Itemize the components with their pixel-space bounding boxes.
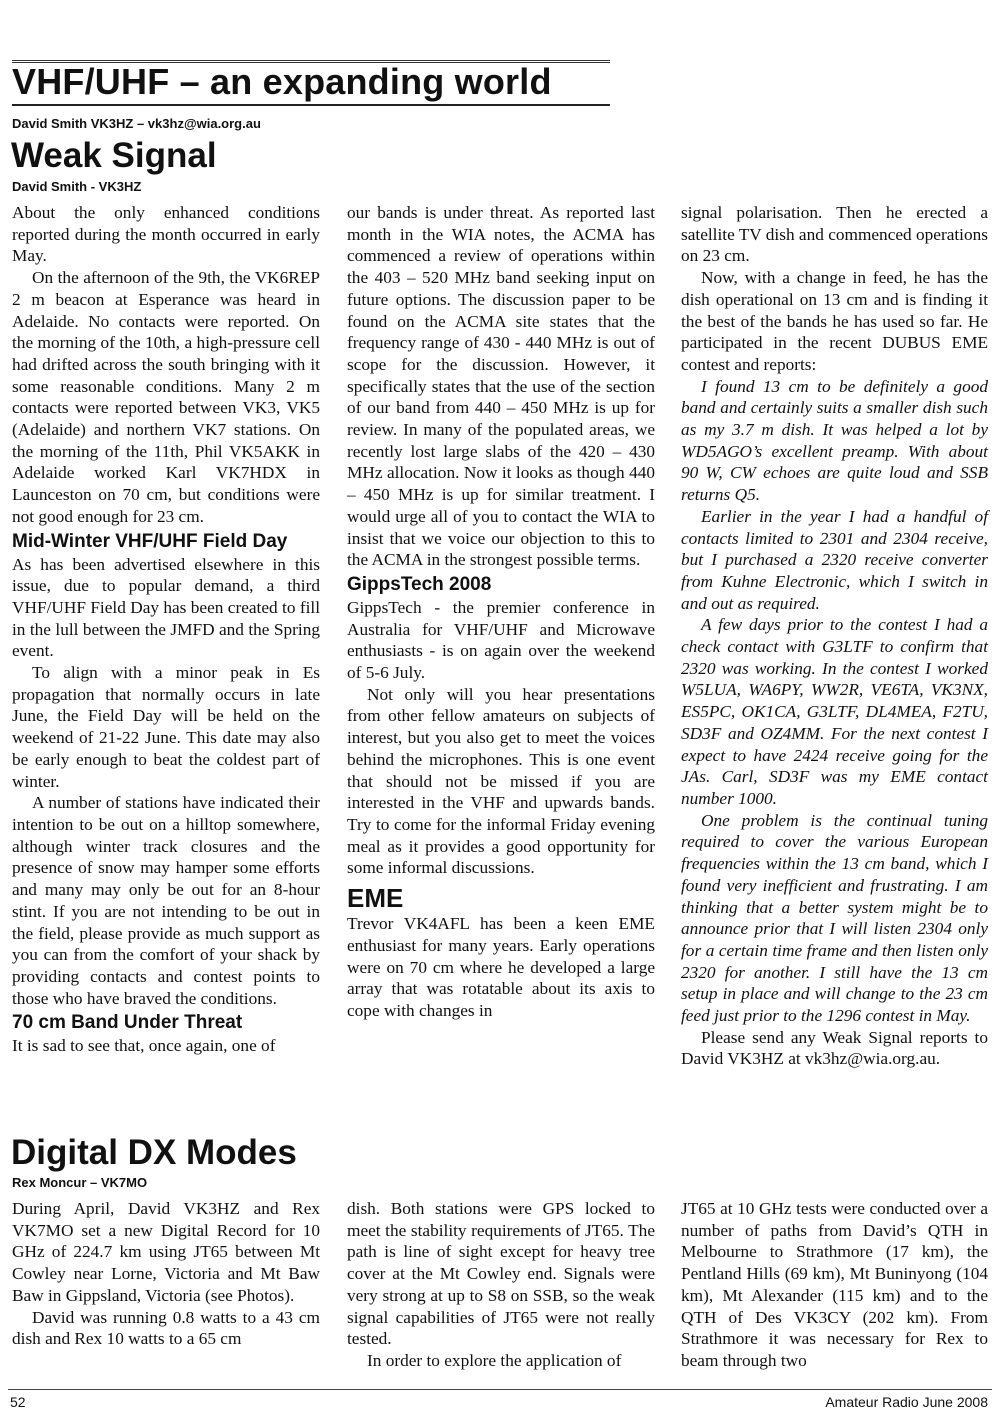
column-byline: David Smith VK3HZ – vk3hz@wia.org.au	[12, 116, 261, 131]
paragraph: GippsTech - the premier conference in Australia for VHF/UHF and Microwave enthusiasts - is on again over the weekend of 5-6 July.	[347, 597, 655, 683]
paragraph: It is sad to see that, once again, one of	[12, 1036, 276, 1056]
paragraph: About the only enhanced conditions reported during the month occurred in early May.	[12, 203, 320, 266]
publication-footer: Amateur Radio June 2008	[825, 1394, 988, 1410]
paragraph: signal polarisation. Then he erected a satellite TV dish and commenced operations on 23 cm.	[681, 203, 988, 266]
footer-rule	[8, 1389, 992, 1390]
quote-paragraph: A few days prior to the contest I had a check contact with G3LTF to confirm that 2320 was working. In the contest I worked W5LUA, WA6PY, WW2R, VE6TA, VK3NX, ES5PC, OK1CA, G3LTF, DL4MEA, F2TU, SD3F and OZ4MM. For the next contest I expect to have 2424 receive going for the JAs. Carl, SD3F was my EME contact number 1000.	[681, 615, 988, 808]
digital-dx-column-1	[12, 1198, 320, 1350]
weak-signal-title: Weak Signal	[11, 136, 217, 175]
field-day-heading: Mid-Winter VHF/UHF Field Day	[12, 530, 288, 552]
column-banner-title: VHF/UHF – an expanding world	[12, 61, 552, 102]
paragraph: JT65 at 10 GHz tests were conducted over a number of paths from David’s QTH in Melbourne to Strathmore (17 km), the Pentland Hills (69 km), Mt Buninyong (104 km), Mt Alexander (115 km) and to the QTH of Des VK3CY (202 km). From Strathmore it was necessary for Rex to beam through two	[681, 1199, 988, 1370]
weak-signal-byline: David Smith - VK3HZ	[12, 179, 142, 194]
digital-dx-column-2	[347, 1198, 655, 1372]
digital-dx-byline: Rex Moncur – VK7MO	[12, 1175, 148, 1190]
quote-paragraph: I found 13 cm to be definitely a good band and certainly suits a smaller dish such as my 3.7 m dish. It was helped a lot by WD5AGO’s excellent preamp. With about 90 W, CW echoes are quite loud and SSB returns Q5.	[681, 376, 988, 505]
paragraph: A number of stations have indicated their intention to be out on a hilltop somewhere, although winter track closures and the presence of snow may hamper some efforts and many may only be out for an 8-hour stint. If you are not intending to be out in the field, please provide as much support as you can from the comfort of your shack by providing contacts and contest points to those who have braved the conditions.	[12, 793, 320, 1008]
paragraph: Now, with a change in feed, he has the dish operational on 13 cm and is finding it the best of the bands he has used so far. He participated in the recent DUBUS EME contest and reports:	[681, 268, 988, 374]
weak-signal-column-1	[12, 202, 320, 1057]
eme-heading: EME	[347, 883, 404, 914]
paragraph: During April, David VK3HZ and Rex VK7MO set a new Digital Record for 10 GHz of 224.7 km using JT65 between Mt Cowley near Lorne, Victoria and Mt Baw Baw in Gippsland, Victoria (see Photos).	[12, 1199, 320, 1305]
digital-dx-column-3	[681, 1198, 988, 1372]
quote-paragraph: One problem is the continual tuning required to cover the various European frequencies within the 13 cm band, which I found very inefficient and frustrating. I am thinking that a better system might be to announce prior that I will listen 2304 only for a certain time frame and then listen only 2320 for another. I still have the 13 cm setup in place and will change to the 23 cm feed just prior to the 1296 contest in May.	[681, 810, 988, 1026]
paragraph: dish. Both stations were GPS locked to meet the stability requirements of JT65. The path is line of sight except for heavy tree cover at the Mt Cowley end. Signals were very strong at up to S8 on SSB, so the weak signal capabilities of JT65 were not really tested.	[347, 1199, 655, 1349]
weak-signal-column-3	[681, 202, 988, 1070]
banner-bottom-rule	[12, 104, 610, 106]
quote-paragraph: Earlier in the year I had a handful of contacts limited to 2301 and 2304 receive, but I purchased a 2320 receive converter from Kuhne Electronic, which I switch in and out as required.	[681, 506, 988, 613]
band-threat-heading: 70 cm Band Under Threat	[12, 1012, 243, 1034]
paragraph: As has been advertised elsewhere in this issue, due to popular demand, a third VHF/UHF Field Day has been created to fill in the lull between the JMFD and the Spring event.	[12, 554, 320, 661]
gippstech-heading: GippsTech 2008	[347, 573, 492, 595]
paragraph: In order to explore the application of	[367, 1350, 622, 1370]
paragraph: David was running 0.8 watts to a 43 cm dish and Rex 10 watts to a 65 cm	[12, 1307, 320, 1349]
paragraph: Trevor VK4AFL has been a keen EME enthusiast for many years. Early operations were on 70 cm where he developed a large array that was rotatable about its axis to cope with changes in	[347, 914, 655, 1020]
page-number: 52	[10, 1394, 26, 1410]
paragraph: Not only will you hear presentations from other fellow amateurs on subjects of interest, but you also get to meet the voices behind the microphones. This is one event that should not be missed if you are interested in the VHF and upwards bands. Try to come for the informal Friday evening meal as it provides a good opportunity for some informal discussions.	[347, 684, 655, 878]
weak-signal-column-2	[347, 202, 655, 1022]
paragraph: Please send any Weak Signal reports to David VK3HZ at vk3hz@wia.org.au.	[681, 1027, 988, 1069]
paragraph: our bands is under threat. As reported last month in the WIA notes, the ACMA has commenced a review of operations within the 403 – 520 MHz band seeking input on future options. The discussion paper to be found on the ACMA site states that the frequency range of 430 - 440 MHz is out of scope for the discussion. However, it specifically states that the use of the section of our band from 440 – 450 MHz is up for review. In many of the populated areas, we recently lost large slabs of the 420 – 430 MHz allocation. Now it looks as though 440 – 450 MHz is up for similar treatment. I would urge all of you to contact the WIA to insist that we voice our objection to this to the ACMA in the strongest possible terms.	[347, 203, 655, 570]
paragraph: On the afternoon of the 9th, the VK6REP 2 m beacon at Esperance was heard in Adelaide. No contacts were reported. On the morning of the 10th, a high-pressure cell had drifted across the south bringing with it some reasonable conditions. Many 2 m contacts were reported between VK3, VK5 (Adelaide) and northern VK7 stations. On the morning of the 11th, Phil VK5AKK in Adelaide worked Karl VK7HDX in Launceston on 70 cm, but conditions were not good enough for 23 cm.	[12, 268, 320, 526]
digital-dx-title: Digital DX Modes	[11, 1133, 297, 1172]
paragraph: To align with a minor peak in Es propagation that normally occurs in late June, the Field Day will be held on the weekend of 21-22 June. This date may also be early enough to beat the coldest part of winter.	[12, 663, 320, 791]
